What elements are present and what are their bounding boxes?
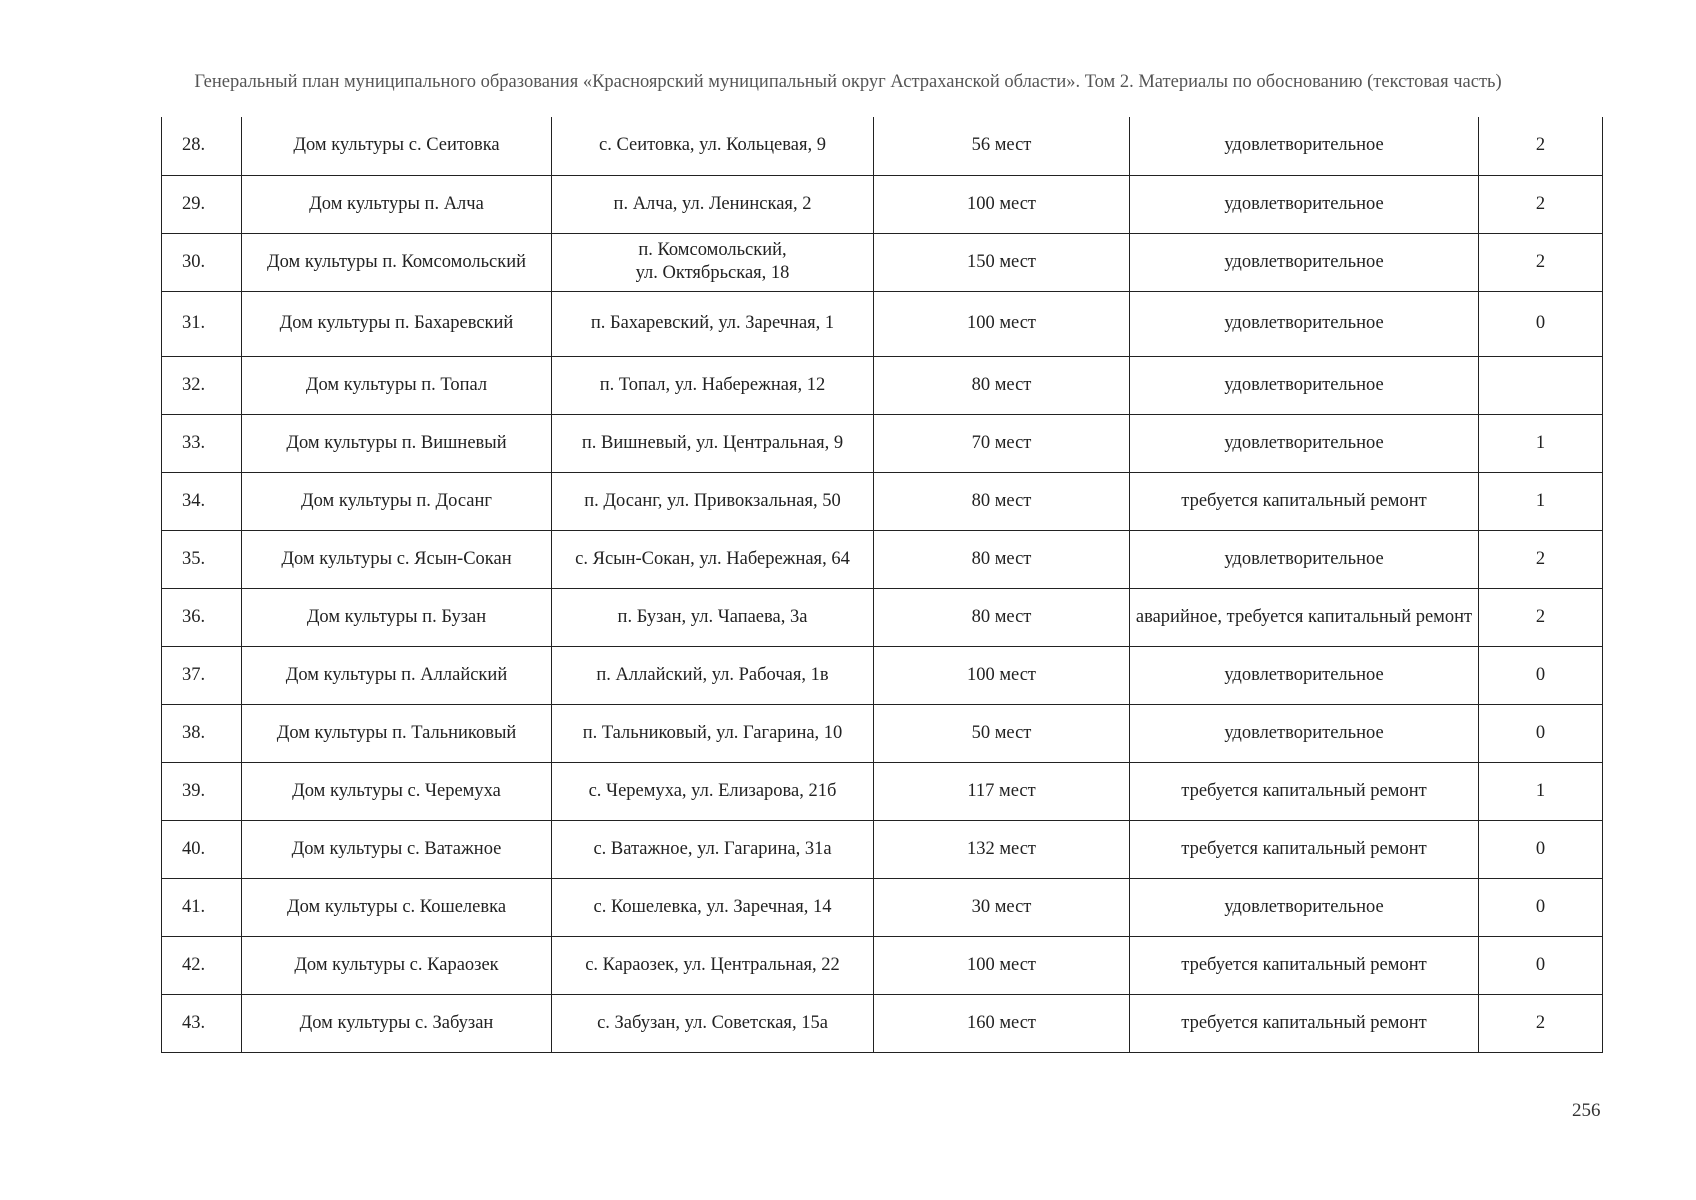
facility-address: с. Кошелевка, ул. Заречная, 14 (552, 878, 874, 936)
facility-name: Дом культуры п. Досанг (242, 472, 552, 530)
facility-name: Дом культуры с. Ватажное (242, 820, 552, 878)
facility-address: с. Забузан, ул. Советская, 15а (552, 994, 874, 1052)
facility-address: п. Досанг, ул. Привокзальная, 50 (552, 472, 874, 530)
facility-capacity: 100 мест (874, 936, 1130, 994)
facility-condition: удовлетворительное (1130, 704, 1479, 762)
facility-value: 0 (1479, 291, 1603, 356)
facility-capacity: 80 мест (874, 472, 1130, 530)
facility-name: Дом культуры с. Караозек (242, 936, 552, 994)
facility-value: 0 (1479, 704, 1603, 762)
table-row (162, 762, 1603, 820)
table-row (162, 356, 1603, 414)
facility-condition: удовлетворительное (1130, 291, 1479, 356)
facility-capacity: 80 мест (874, 588, 1130, 646)
row-number: 39. (162, 762, 242, 820)
row-number: 37. (162, 646, 242, 704)
row-number: 43. (162, 994, 242, 1052)
facility-name: Дом культуры п. Вишневый (242, 414, 552, 472)
row-number: 35. (162, 530, 242, 588)
facility-capacity: 80 мест (874, 356, 1130, 414)
row-number: 33. (162, 414, 242, 472)
row-number: 42. (162, 936, 242, 994)
table-row (162, 117, 1603, 175)
table-row (162, 646, 1603, 704)
row-number: 40. (162, 820, 242, 878)
facility-condition: удовлетворительное (1130, 233, 1479, 291)
table-row (162, 175, 1603, 233)
facility-value: 1 (1479, 762, 1603, 820)
facility-address: п. Топал, ул. Набережная, 12 (552, 356, 874, 414)
facility-capacity: 100 мест (874, 291, 1130, 356)
facility-condition: удовлетворительное (1130, 356, 1479, 414)
facility-address: с. Сеитовка, ул. Кольцевая, 9 (552, 117, 874, 175)
table-row (162, 472, 1603, 530)
table-row (162, 291, 1603, 356)
table-row (162, 936, 1603, 994)
facility-value: 0 (1479, 646, 1603, 704)
facility-capacity: 117 мест (874, 762, 1130, 820)
facility-address: п. Комсомольский, ул. Октябрьская, 18 (552, 233, 874, 291)
facility-address: п. Аллайский, ул. Рабочая, 1в (552, 646, 874, 704)
facility-address: с. Ясын-Сокан, ул. Набережная, 64 (552, 530, 874, 588)
facility-name: Дом культуры п. Комсомольский (242, 233, 552, 291)
facility-address: п. Бахаревский, ул. Заречная, 1 (552, 291, 874, 356)
row-number: 36. (162, 588, 242, 646)
facility-condition: требуется капитальный ремонт (1130, 936, 1479, 994)
facility-condition: удовлетворительное (1130, 530, 1479, 588)
row-number: 30. (162, 233, 242, 291)
facility-value: 2 (1479, 588, 1603, 646)
facility-condition: аварийное, требуется капитальный ремонт (1130, 588, 1479, 646)
row-number: 38. (162, 704, 242, 762)
table-row (162, 530, 1603, 588)
row-number: 32. (162, 356, 242, 414)
facility-name: Дом культуры с. Черемуха (242, 762, 552, 820)
table-row (162, 820, 1603, 878)
facility-capacity: 50 мест (874, 704, 1130, 762)
table-body (162, 117, 1603, 1052)
facility-condition: удовлетворительное (1130, 175, 1479, 233)
facility-capacity: 56 мест (874, 117, 1130, 175)
facility-address: п. Алча, ул. Ленинская, 2 (552, 175, 874, 233)
facility-value: 2 (1479, 175, 1603, 233)
table-row (162, 588, 1603, 646)
facility-address: с. Караозек, ул. Центральная, 22 (552, 936, 874, 994)
facility-name: Дом культуры п. Бахаревский (242, 291, 552, 356)
facility-capacity: 150 мест (874, 233, 1130, 291)
facility-value: 0 (1479, 936, 1603, 994)
page-header: Генеральный план муниципального образования «Красноярский муниципальный округ Астраханской области». Том 2. Материалы по обоснованию (текстовая часть) (194, 72, 1502, 92)
facility-name: Дом культуры с. Кошелевка (242, 878, 552, 936)
facility-value: 1 (1479, 472, 1603, 530)
facility-name: Дом культуры п. Алча (242, 175, 552, 233)
facility-value (1479, 356, 1603, 414)
facility-address: п. Бузан, ул. Чапаева, 3а (552, 588, 874, 646)
row-number: 41. (162, 878, 242, 936)
facility-name: Дом культуры п. Бузан (242, 588, 552, 646)
facility-name: Дом культуры п. Тальниковый (242, 704, 552, 762)
culture-houses-table (161, 117, 1603, 1053)
table-row (162, 994, 1603, 1052)
facility-name: Дом культуры с. Сеитовка (242, 117, 552, 175)
facility-capacity: 30 мест (874, 878, 1130, 936)
facility-capacity: 80 мест (874, 530, 1130, 588)
row-number: 29. (162, 175, 242, 233)
table-row (162, 878, 1603, 936)
facility-address: п. Вишневый, ул. Центральная, 9 (552, 414, 874, 472)
facility-condition: требуется капитальный ремонт (1130, 472, 1479, 530)
facility-condition: удовлетворительное (1130, 878, 1479, 936)
row-number: 34. (162, 472, 242, 530)
facility-capacity: 160 мест (874, 994, 1130, 1052)
facility-value: 2 (1479, 233, 1603, 291)
facility-address: п. Тальниковый, ул. Гагарина, 10 (552, 704, 874, 762)
facility-name: Дом культуры с. Забузан (242, 994, 552, 1052)
facility-capacity: 70 мест (874, 414, 1130, 472)
table-row (162, 233, 1603, 291)
facility-condition: требуется капитальный ремонт (1130, 762, 1479, 820)
row-number: 31. (162, 291, 242, 356)
facility-condition: удовлетворительное (1130, 414, 1479, 472)
row-number: 28. (162, 117, 242, 175)
table-row (162, 414, 1603, 472)
facility-address: с. Черемуха, ул. Елизарова, 21б (552, 762, 874, 820)
facility-name: Дом культуры п. Топал (242, 356, 552, 414)
page-number: 256 (1572, 1100, 1601, 1121)
facility-name: Дом культуры п. Аллайский (242, 646, 552, 704)
facility-value: 1 (1479, 414, 1603, 472)
facility-value: 0 (1479, 878, 1603, 936)
facility-condition: требуется капитальный ремонт (1130, 994, 1479, 1052)
facility-condition: требуется капитальный ремонт (1130, 820, 1479, 878)
facility-capacity: 100 мест (874, 175, 1130, 233)
facility-capacity: 100 мест (874, 646, 1130, 704)
facility-name: Дом культуры с. Ясын-Сокан (242, 530, 552, 588)
table-row (162, 704, 1603, 762)
facility-capacity: 132 мест (874, 820, 1130, 878)
facility-condition: удовлетворительное (1130, 646, 1479, 704)
facility-value: 2 (1479, 994, 1603, 1052)
facility-value: 2 (1479, 117, 1603, 175)
facility-value: 0 (1479, 820, 1603, 878)
facility-value: 2 (1479, 530, 1603, 588)
facility-condition: удовлетворительное (1130, 117, 1479, 175)
facility-address: с. Ватажное, ул. Гагарина, 31а (552, 820, 874, 878)
